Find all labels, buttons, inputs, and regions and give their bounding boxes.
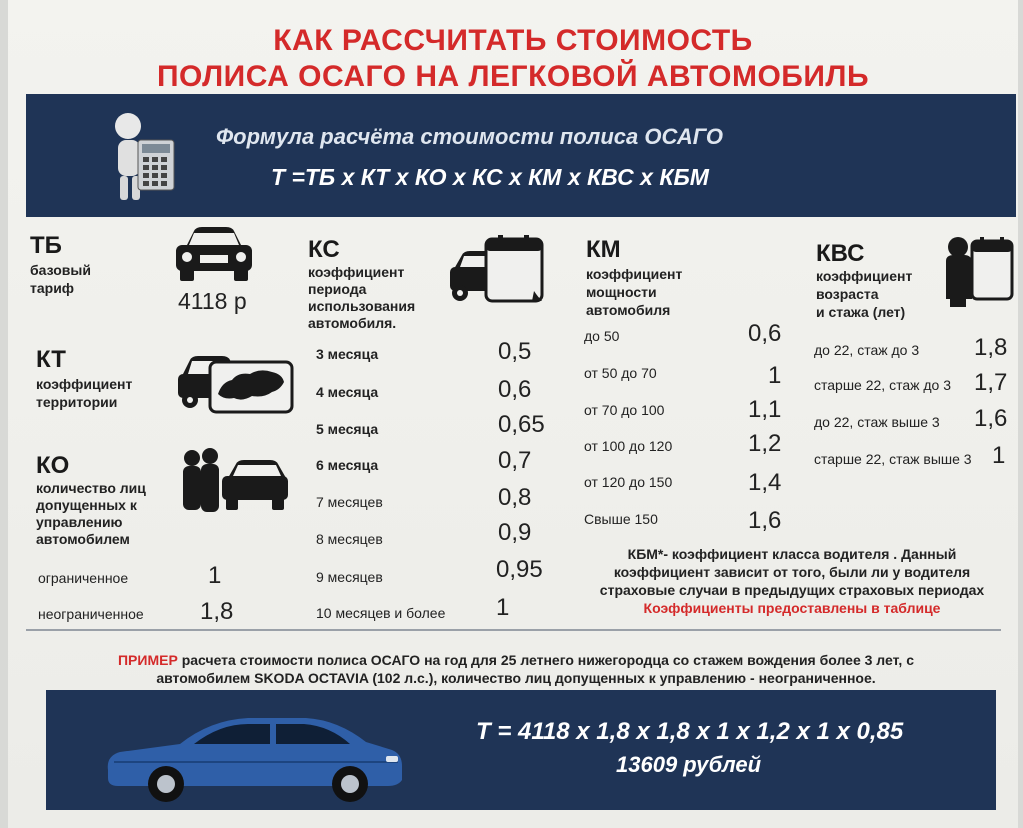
ks-row-value: 0,7 [498, 447, 532, 474]
kbm-table-note: Коэффициенты предоставлены в таблице [643, 600, 941, 616]
kt-desc-1: коэффициент [36, 376, 133, 392]
ko-row-label: неограниченное [38, 606, 144, 622]
example-banner [46, 690, 996, 810]
formula-expression: Т =ТБ х КТ х КО х КС х КМ х КВС х КБМ [271, 164, 709, 190]
ks-row-value: 0,95 [496, 556, 543, 583]
ks-row-label: 8 месяцев [316, 531, 383, 547]
formula-banner [26, 94, 1016, 217]
ks-row-label: 10 месяцев и более [316, 605, 446, 621]
ks-row-label: 6 месяца [316, 457, 379, 473]
example-line-2: автомобилем SKODA OCTAVIA (102 л.с.), количество лиц допущенных к управлению - неограниченное. [156, 670, 876, 686]
ks-row-value: 0,65 [498, 411, 545, 438]
km-row-value: 1,6 [748, 507, 782, 534]
km-row-label: от 70 до 100 [584, 402, 665, 418]
kvs-row-label: до 22, стаж выше 3 [814, 414, 940, 430]
kvs-row-label: до 22, стаж до 3 [814, 342, 920, 358]
ks-code: КС [308, 236, 340, 263]
kbm-note-3: страховые случаи в предыдущих страховых периодах [599, 582, 985, 598]
km-row-value: 0,6 [748, 320, 782, 347]
example-text-1: расчета стоимости полиса ОСАГО на год для 25 летнего нижегородца со стажем вождения более 3 лет, с [181, 652, 914, 668]
kvs-desc-3: и стажа (лет) [816, 304, 906, 320]
ko-code: КО [36, 452, 70, 479]
ks-desc-3: использования [308, 298, 416, 314]
ko-desc-3: управлению [36, 514, 123, 530]
km-row-label: до 50 [584, 328, 620, 344]
ks-row-label: 5 месяца [316, 421, 379, 437]
kvs-row-value: 1,6 [974, 405, 1008, 432]
person-and-calendar-icon [942, 235, 1016, 309]
kvs-row-label: старше 22, стаж до 3 [814, 377, 952, 393]
ks-row-value: 0,8 [498, 484, 532, 511]
kt-code: КТ [36, 346, 66, 373]
example-keyword: ПРИМЕР [117, 652, 178, 668]
ks-row-label: 9 месяцев [316, 569, 383, 585]
ks-row-label: 7 месяцев [316, 494, 383, 510]
ks-desc-1: коэффициент [308, 264, 405, 280]
people-and-car-icon [180, 448, 290, 518]
kbm-note-1: КБМ*- коэффициент класса водителя . Данный [627, 546, 957, 562]
ks-row-label: 3 месяца [316, 346, 379, 362]
car-and-calendar-icon [448, 235, 548, 307]
infographic-sheet [8, 0, 1018, 828]
km-row-label: Свыше 150 [584, 511, 658, 527]
ko-desc-1: количество лиц [36, 480, 146, 496]
section-divider [26, 629, 1001, 631]
ks-desc-4: автомобиля. [308, 315, 397, 331]
km-desc-1: коэффициент [586, 266, 683, 282]
car-and-russia-map-icon [176, 346, 296, 416]
kt-desc-2: территории [36, 394, 118, 410]
km-row-value: 1,1 [748, 396, 782, 423]
skoda-octavia-car-image [98, 706, 408, 804]
kvs-row-value: 1,7 [974, 369, 1008, 396]
km-row-label: от 120 до 150 [584, 474, 673, 490]
kvs-row-value: 1,8 [974, 334, 1008, 361]
example-line-1 [36, 652, 996, 669]
kvs-code: КВС [816, 240, 865, 267]
ks-row-value: 1 [496, 594, 510, 621]
kvs-row-value: 1 [992, 442, 1006, 469]
ks-row-value: 0,6 [498, 376, 532, 403]
km-row-value: 1 [768, 362, 782, 389]
tb-desc-1: базовый [30, 262, 91, 278]
ks-row-value: 0,9 [498, 519, 532, 546]
km-row-value: 1,4 [748, 469, 782, 496]
km-row-label: от 50 до 70 [584, 365, 657, 381]
tb-desc-2: тариф [30, 280, 75, 296]
tb-value: 4118 р [178, 288, 247, 314]
example-calculation: Т = 4118 х 1,8 х 1,8 х 1 х 1,2 х 1 х 0,85 [476, 718, 904, 745]
ko-row-label: ограниченное [38, 570, 129, 586]
kvs-row-label: старше 22, стаж выше 3 [814, 451, 972, 467]
tb-code: ТБ [30, 232, 62, 259]
example-result: 13609 рублей [616, 752, 762, 777]
title-line-1: КАК РАССЧИТАТЬ СТОИМОСТЬ [273, 24, 753, 57]
km-row-value: 1,2 [748, 430, 782, 457]
formula-caption: Формула расчёта стоимости полиса ОСАГО [216, 124, 724, 149]
ko-row-value: 1,8 [200, 598, 234, 625]
ko-desc-4: автомобилем [36, 531, 130, 547]
km-desc-3: автомобиля [586, 302, 671, 318]
ko-desc-2: допущенных к [36, 497, 137, 513]
ko-row-value: 1 [208, 562, 222, 589]
ks-row-label: 4 месяца [316, 384, 379, 400]
title-line-2: ПОЛИСА ОСАГО НА ЛЕГКОВОЙ АВТОМОБИЛЬ [156, 60, 870, 93]
kbm-note-2: коэффициент зависит от того, были ли у водителя [613, 564, 971, 580]
ks-row-value: 0,5 [498, 338, 532, 365]
car-front-icon [172, 225, 256, 283]
ks-desc-2: периода [308, 281, 367, 297]
km-row-label: от 100 до 120 [584, 438, 673, 454]
kvs-desc-2: возраста [816, 286, 879, 302]
km-desc-2: мощности [586, 284, 657, 300]
km-code: КМ [586, 236, 621, 263]
man-with-calculator-icon [106, 110, 186, 210]
kvs-desc-1: коэффициент [816, 268, 913, 284]
